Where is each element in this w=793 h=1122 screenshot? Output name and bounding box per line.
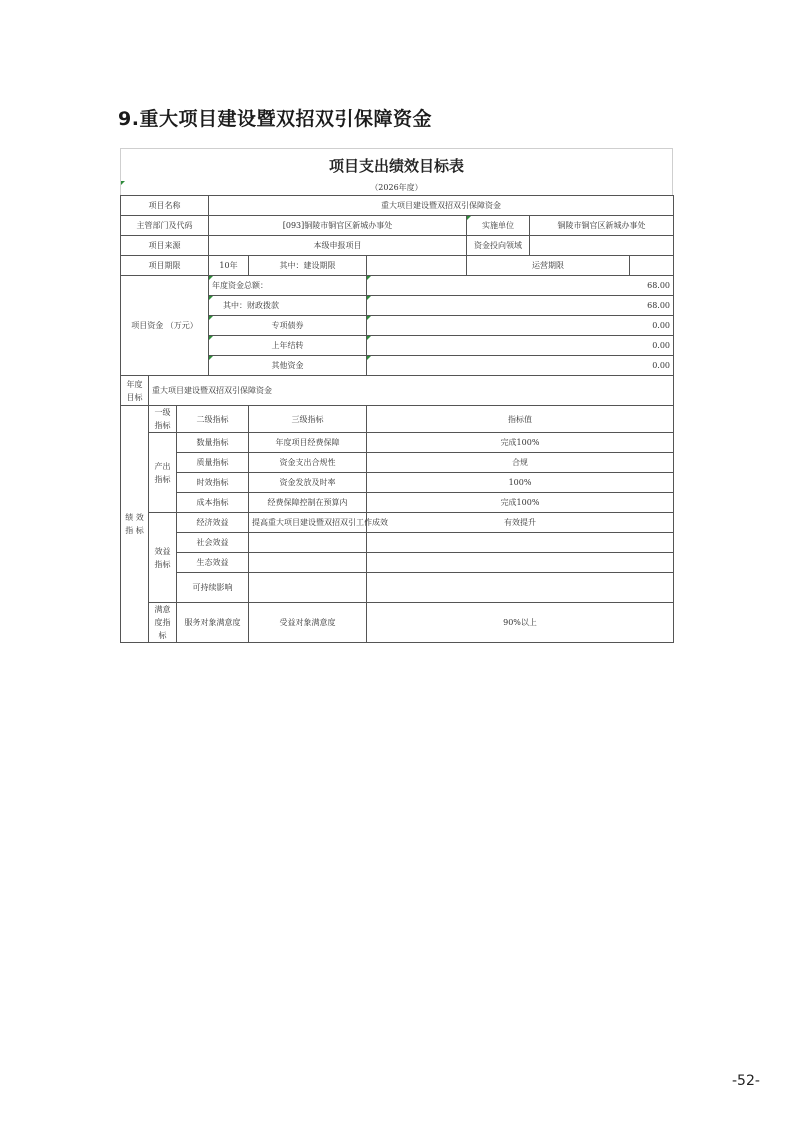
level2-header: 二级指标 bbox=[177, 406, 249, 433]
table-row bbox=[121, 493, 674, 513]
performance-target-sheet bbox=[120, 148, 673, 643]
source-label: 项目来源 bbox=[121, 236, 209, 256]
satisfaction-indicator-group: 满意 度指 标 bbox=[149, 603, 177, 643]
direction-value bbox=[530, 236, 674, 256]
level3-header: 三级指标 bbox=[249, 406, 367, 433]
indicator-l3: 受益对象满意度 bbox=[249, 603, 367, 643]
build-period-value bbox=[367, 256, 467, 276]
annual-goal-label: 年度 目标 bbox=[121, 376, 149, 406]
indicator-value: 完成100% bbox=[367, 433, 674, 453]
direction-label: 资金投向领域 bbox=[467, 236, 530, 256]
table-row bbox=[121, 433, 674, 453]
project-name-value: 重大项目建设暨双招双引保障资金 bbox=[209, 196, 674, 216]
operate-period-value bbox=[630, 256, 674, 276]
indicator-value bbox=[367, 553, 674, 573]
build-period-label: 其中：建设期限 bbox=[249, 256, 367, 276]
indicator-l2: 数量指标 bbox=[177, 433, 249, 453]
indicator-value: 合规 bbox=[367, 453, 674, 473]
source-value: 本级申报项目 bbox=[209, 236, 467, 256]
indicator-l3: 经费保障控制在预算内 bbox=[249, 493, 367, 513]
table-row bbox=[121, 256, 674, 276]
table-row bbox=[121, 473, 674, 493]
table-row bbox=[121, 553, 674, 573]
table-row bbox=[121, 276, 674, 296]
indicator-l2: 成本指标 bbox=[177, 493, 249, 513]
impl-unit-value: 铜陵市铜官区新城办事处 bbox=[530, 216, 674, 236]
operate-period-label: 运营期限 bbox=[467, 256, 630, 276]
dept-value: [093]铜陵市铜官区新城办事处 bbox=[209, 216, 467, 236]
funds-fiscal-label: 其中：财政拨款 bbox=[209, 296, 367, 316]
benefit-indicator-group: 效益 指标 bbox=[149, 513, 177, 603]
indicator-value: 有效提升 bbox=[367, 513, 674, 533]
funds-bond-value: 0.00 bbox=[367, 316, 674, 336]
indicator-l2: 生态效益 bbox=[177, 553, 249, 573]
funds-total-value: 68.00 bbox=[367, 276, 674, 296]
table-row bbox=[121, 573, 674, 603]
indicator-l2: 时效指标 bbox=[177, 473, 249, 493]
indicator-value: 100% bbox=[367, 473, 674, 493]
funds-bond-label: 专项债券 bbox=[209, 316, 367, 336]
table-row bbox=[121, 453, 674, 473]
indicator-value bbox=[367, 533, 674, 553]
output-indicator-group: 产出 指标 bbox=[149, 433, 177, 513]
page-number: -52- bbox=[732, 1073, 760, 1089]
dept-label: 主管部门及代码 bbox=[121, 216, 209, 236]
period-value: 10年 bbox=[209, 256, 249, 276]
indicator-l2: 可持续影响 bbox=[177, 573, 249, 603]
funds-total-label: 年度资金总额： bbox=[209, 276, 367, 296]
indicator-l2: 服务对象满意度 bbox=[177, 603, 249, 643]
performance-table bbox=[120, 195, 674, 643]
indicator-l3 bbox=[249, 553, 367, 573]
table-year: （2026年度） bbox=[120, 181, 673, 195]
table-row bbox=[121, 196, 674, 216]
impl-unit-label: 实施单位 bbox=[467, 216, 530, 236]
indicator-l2: 经济效益 bbox=[177, 513, 249, 533]
indicator-value: 90%以上 bbox=[367, 603, 674, 643]
funds-label: 项目资金 （万元） bbox=[121, 276, 209, 376]
table-row bbox=[121, 406, 674, 433]
table-row bbox=[121, 513, 674, 533]
project-name-label: 项目名称 bbox=[121, 196, 209, 216]
table-row bbox=[121, 533, 674, 553]
funds-carryover-value: 0.00 bbox=[367, 336, 674, 356]
table-title: 项目支出绩效目标表 bbox=[120, 148, 673, 181]
indicator-l3: 年度项目经费保障 bbox=[249, 433, 367, 453]
level1-header: 一级 指标 bbox=[149, 406, 177, 433]
funds-carryover-label: 上年结转 bbox=[209, 336, 367, 356]
table-row bbox=[121, 376, 674, 406]
indicator-l3 bbox=[249, 573, 367, 603]
indicator-l3 bbox=[249, 533, 367, 553]
indicator-l3: 资金发放及时率 bbox=[249, 473, 367, 493]
table-row bbox=[121, 216, 674, 236]
period-label: 项目期限 bbox=[121, 256, 209, 276]
table-row bbox=[121, 236, 674, 256]
funds-other-value: 0.00 bbox=[367, 356, 674, 376]
indicator-l3: 资金支出合规性 bbox=[249, 453, 367, 473]
performance-label: 绩 效 指 标 bbox=[121, 406, 149, 643]
funds-other-label: 其他资金 bbox=[209, 356, 367, 376]
annual-goal-value: 重大项目建设暨双招双引保障资金 bbox=[149, 376, 674, 406]
indicator-l2: 社会效益 bbox=[177, 533, 249, 553]
indicator-l3: 提高重大项目建设暨双招双引工作成效 bbox=[249, 513, 367, 533]
funds-fiscal-value: 68.00 bbox=[367, 296, 674, 316]
indicator-value bbox=[367, 573, 674, 603]
section-heading: 9.重大项目建设暨双招双引保障资金 bbox=[118, 108, 432, 130]
indicator-l2: 质量指标 bbox=[177, 453, 249, 473]
indicator-value: 完成100% bbox=[367, 493, 674, 513]
value-header: 指标值 bbox=[367, 406, 674, 433]
